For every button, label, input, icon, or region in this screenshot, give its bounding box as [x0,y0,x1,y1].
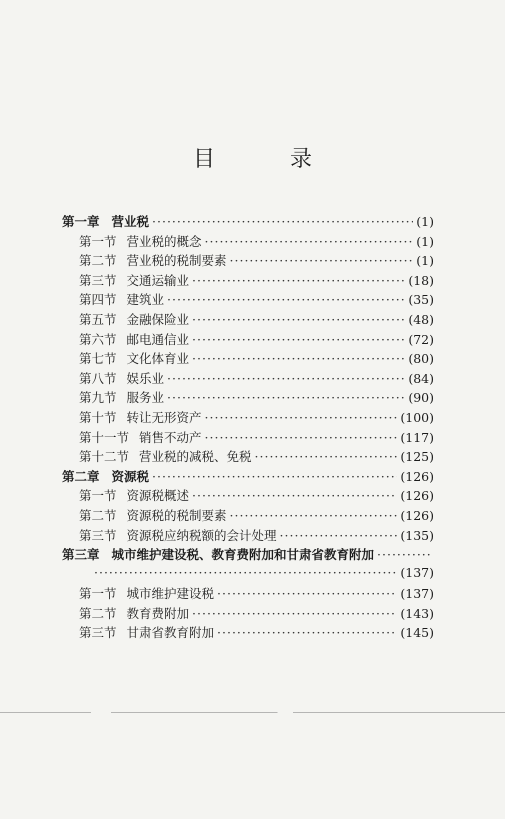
toc-entry[interactable] [62,623,434,643]
entry-title: 资源税概述 [126,488,190,504]
entry-number: 第一节 [79,586,117,602]
entry-page: (90) [408,390,434,406]
entry-title: 营业税 [111,214,150,229]
dot-leader [192,488,397,503]
entry-title: 资源税 [111,468,150,484]
entry-page: (143) [400,605,434,621]
entry-number: 第二节 [79,605,117,621]
entry-title: 营业税的概念 [126,233,202,249]
entry-page: (1) [416,214,434,229]
entry-number: 第二节 [79,253,117,269]
entry-page: (126) [400,507,434,523]
dot-leader [230,253,414,268]
dot-leader [152,469,397,484]
entry-title: 服务业 [126,390,165,406]
dot-leader [167,390,405,405]
entry-title: 城市维护建设税、教育费附加和甘肃省教育附加 [111,547,375,563]
entry-title: 城市维护建设税 [126,586,215,602]
toc-entry[interactable] [62,467,434,487]
toc-entry[interactable] [62,212,434,232]
toc-entry[interactable] [62,388,434,408]
toc-entry[interactable] [62,271,434,291]
dot-leader [167,371,405,386]
dot-leader [192,332,405,347]
entry-title: 营业税的减税、免税 [139,449,252,465]
toc-entry[interactable] [62,447,434,467]
entry-number: 第四节 [79,292,117,308]
entry-title: 甘肃省教育附加 [126,625,215,641]
page-title: 目 录 [193,147,346,172]
entry-page: (145) [400,625,434,641]
dot-leader [205,410,398,425]
entry-number: 第三章 [62,547,100,563]
toc-entry[interactable] [62,506,434,526]
toc-entry[interactable] [62,290,434,310]
entry-title: 金融保险业 [126,311,190,327]
entry-page: (100) [400,409,434,425]
toc-entry[interactable] [62,486,434,506]
toc-entry[interactable] [62,232,434,252]
entry-number: 第十节 [79,409,117,425]
entry-page: (137) [400,564,434,580]
entry-page: (84) [408,370,434,386]
toc-entry[interactable] [62,251,434,271]
entry-title: 交通运输业 [126,272,190,288]
dot-leader [205,234,414,249]
toc-entry[interactable] [62,408,434,428]
entry-title: 转让无形资产 [126,409,202,425]
entry-page: (117) [400,429,434,445]
dot-leader [167,292,405,307]
toc-entry[interactable] [62,369,434,389]
dot-leader [192,606,397,621]
toc-entry[interactable] [62,526,434,546]
entry-page: (1) [416,233,434,249]
toc-entry[interactable] [62,584,434,604]
entry-title: 建筑业 [126,292,165,308]
toc-entry[interactable] [62,330,434,350]
entry-page: (137) [400,586,434,602]
entry-page: (35) [408,292,434,308]
toc-entry[interactable] [62,349,434,369]
dot-leader [280,528,398,543]
entry-page: (80) [408,351,434,367]
dot-leader [152,214,413,229]
entry-page: (18) [408,272,434,288]
dot-leader [205,430,398,445]
entry-title: 文化体育业 [126,351,190,367]
dot-leader [217,586,397,601]
dot-leader [192,273,405,288]
entry-title: 资源税应纳税额的会计处理 [126,527,277,543]
entry-number: 第二章 [62,468,100,484]
entry-page: (125) [400,449,434,465]
dot-leader [230,508,398,523]
toc-entry[interactable] [62,428,434,448]
entry-page: (1) [416,253,434,269]
page-bottom-rule [0,712,505,713]
entry-number: 第三节 [79,527,117,543]
entry-number: 第一节 [79,488,117,504]
entry-page: (126) [400,488,434,504]
toc-entry[interactable] [62,545,434,565]
entry-number: 第八节 [79,370,117,386]
dot-leader [192,312,405,327]
entry-number: 第九节 [79,390,117,406]
entry-number: 第十一节 [79,429,130,445]
entry-number: 第十二节 [79,449,130,465]
entry-title: 资源税的税制要素 [126,507,227,523]
toc-entry[interactable] [62,604,434,624]
entry-number: 第一章 [62,214,100,229]
entry-number: 第六节 [79,331,117,347]
entry-title: 教育费附加 [126,605,190,621]
entry-title: 邮电通信业 [126,331,190,347]
dot-leader [192,351,405,366]
entry-page: (135) [400,527,434,543]
dot-leader [217,625,397,640]
entry-number: 第一节 [79,233,117,249]
entry-page: (48) [408,311,434,327]
dot-leader [94,565,397,580]
entry-page: (72) [408,331,434,347]
entry-number: 第二节 [79,507,117,523]
entry-title: 销售不动产 [139,429,202,445]
dot-leader [255,449,398,464]
entry-title: 娱乐业 [126,370,165,386]
entry-number: 第五节 [79,311,117,327]
dot-leader [377,547,431,562]
entry-number: 第七节 [79,351,117,367]
entry-page: (126) [400,468,434,484]
toc-entry[interactable] [62,310,434,330]
entry-title: 营业税的税制要素 [126,253,227,269]
table-of-contents [62,212,434,643]
entry-number: 第三节 [79,272,117,288]
toc-entry[interactable] [62,565,434,585]
entry-number: 第三节 [79,625,117,641]
